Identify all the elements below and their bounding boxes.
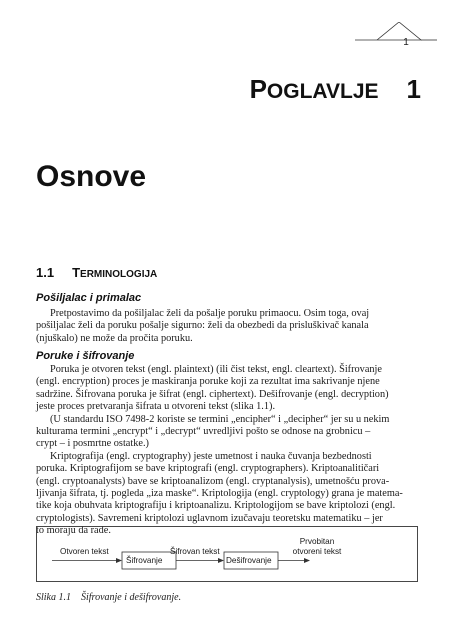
- text-line: poruka. Kriptografijom se bave kriptografi (engl. cryptographers). Kriptoanalitičari: [36, 463, 380, 475]
- page-number-tab: [355, 22, 437, 60]
- label-plaintext: Otvoren tekst: [60, 547, 109, 556]
- text-line: jeste proces pretvaranja šifrata u otvoreni tekst (slika 1.1).: [36, 401, 276, 413]
- chapter-label-initial: P: [249, 74, 267, 104]
- subsection-heading-messages-encryption: Poruke i šifrovanje: [36, 350, 135, 362]
- section-heading: [36, 264, 157, 282]
- text-line: Kriptografija (engl. cryptography) jeste umetnost i nauka čuvanja bezbednosti: [50, 450, 372, 462]
- text-line: (U standardu ISO 7498-2 koriste se termini „encipher“ i „decipher“ jer su u nekim: [50, 413, 390, 425]
- encryption-diagram: [36, 526, 418, 582]
- paragraph-sender-receiver: [36, 308, 418, 345]
- label-ciphertext: Šifrovan tekst: [170, 547, 220, 556]
- text-line: crypt – i posmrtne ostatke.): [36, 438, 149, 450]
- text-line: tike koja obuhvata kriptografiju i kriptoanalizu. Kriptologijom se bave kriptolozi (engl.: [36, 500, 396, 512]
- paragraph-messages-encryption: [36, 364, 418, 537]
- chapter-number: 1: [406, 74, 421, 104]
- subsection-heading-sender-receiver: Pošiljalac i primalac: [36, 292, 142, 304]
- section-title-initial: T: [72, 265, 81, 280]
- text-line: (engl. encryption) proces je maskiranja poruke koji za rezultat ima sakrivanje njene: [36, 376, 380, 388]
- text-line: ljivanja šifrata, tj. pogleda „iza maske“. Kriptologija (engl. cryptology) grana je matema-: [36, 487, 403, 499]
- label-decryption: Dešifrovanje: [226, 556, 272, 565]
- text-line: (njuškalo) ne može da pročita poruku.: [36, 332, 193, 344]
- text-line: (engl. cryptoanalysts) bave se kriptoanalizom (engl. cryptanalysis), umetnošću prova-: [36, 475, 390, 487]
- text-line: pošiljalac želi da poruku pošalje sigurno: želi da obezbedi da prisluškivač kanala: [36, 320, 369, 332]
- chapter-heading: [250, 74, 421, 105]
- label-encryption: Šifrovanje: [126, 556, 163, 565]
- section-title-rest: ERMINOLOGIJA: [80, 269, 158, 280]
- text-line: cryptologists). Savremeni kriptolozi uglavnom izučavaju teoretsku matematiku – jer: [36, 512, 383, 524]
- text-line: Pretpostavimo da pošiljalac želi da pošalje poruku primaocu. Osim toga, ovaj: [50, 308, 370, 319]
- text-line: to moraju da rade.: [36, 525, 111, 537]
- page-number: 1: [403, 37, 409, 48]
- figure-caption: [36, 592, 181, 603]
- chapter-title: Osnove: [36, 160, 147, 193]
- caption-number: Slika 1.1: [36, 592, 71, 603]
- label-recovered-line1: Prvobitan: [299, 537, 335, 546]
- text-line: sadržine. Šifrovana poruka je šifrat (engl. ciphertext). Dešifrovanje (engl. decryption): [36, 388, 389, 400]
- text-line: kulturama termini „encrypt“ i „decrypt“ uvredljivi pošto se odnose na grobnicu –: [36, 425, 371, 437]
- text-line: Poruka je otvoren tekst (engl. plaintext) (ili čist tekst, engl. cleartext). Šifrovanje: [50, 364, 382, 375]
- caption-text: Šifrovanje i dešifrovanje.: [81, 592, 182, 603]
- section-number: 1.1: [36, 265, 55, 280]
- label-recovered-line2: otvoreni tekst: [292, 547, 342, 556]
- chapter-label-rest: OGLAVLJE: [266, 80, 379, 103]
